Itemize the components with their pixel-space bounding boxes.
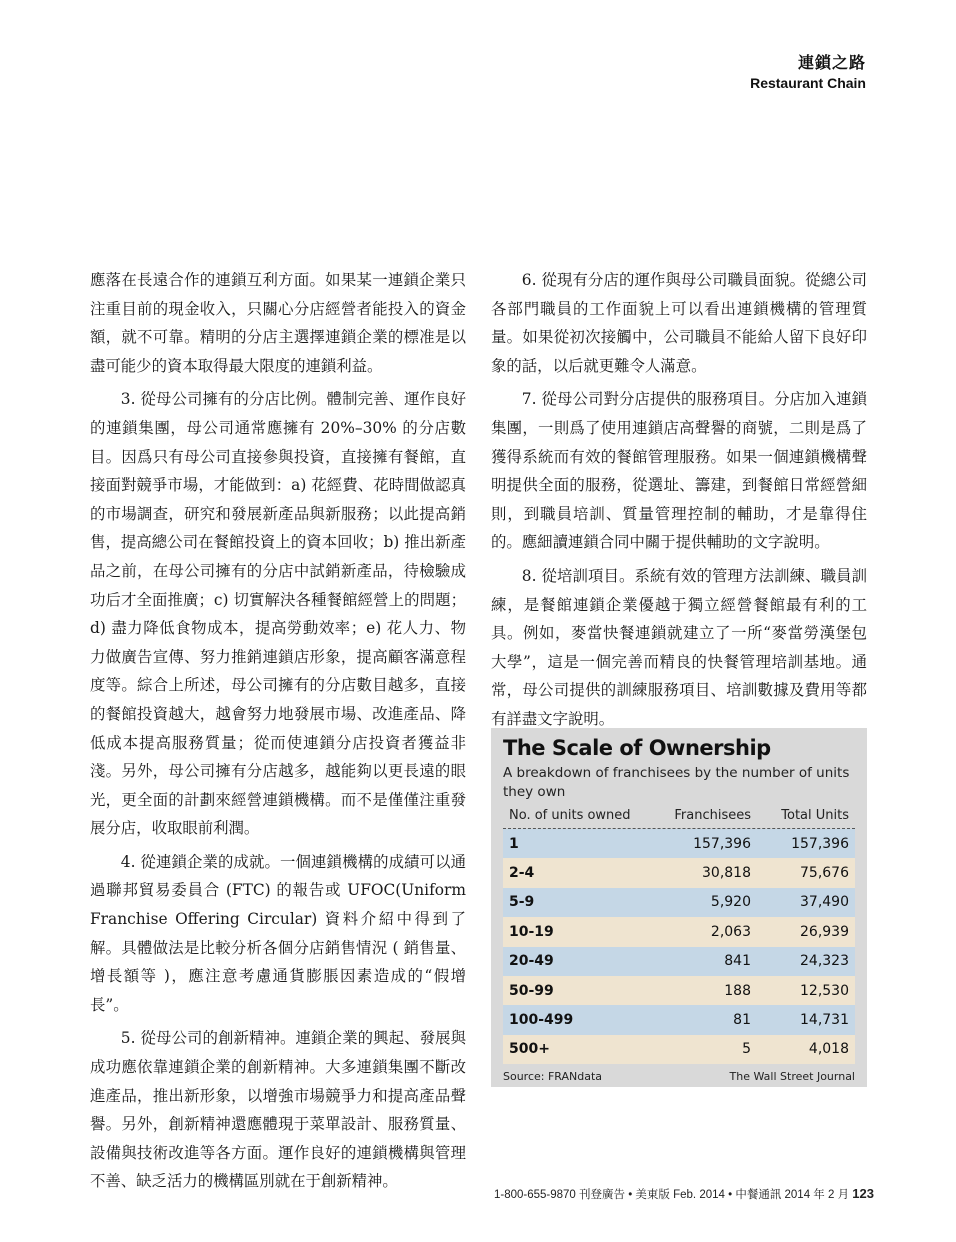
table-cell: 26,939 — [800, 923, 849, 940]
table-source: Source: FRANdata — [503, 1070, 603, 1084]
table-row — [503, 947, 855, 976]
table-row — [503, 858, 855, 887]
table-cell: 12,530 — [800, 982, 849, 999]
table-cell: 37,490 — [800, 894, 849, 911]
table-cell: 2-4 — [509, 865, 535, 882]
table-row — [503, 829, 855, 858]
paragraph: 6. 從現有分店的運作與母公司職員面貌。從總公司各部門職員的工作面貌上可以看出連鎖機構的管理質量。如果從初次接觸中，公司職員不能給人留下良好印象的話，以后就更難令人滿意。 — [491, 271, 867, 375]
column-header: Franchisees — [674, 807, 751, 823]
ownership-table-box — [491, 728, 867, 1087]
table-cell: 157,396 — [693, 835, 751, 852]
table-row — [503, 888, 855, 917]
table-cell: 14,731 — [800, 1012, 849, 1029]
table-row — [503, 917, 855, 946]
table-cell: 2,063 — [710, 923, 751, 940]
paragraph: 8. 從培訓項目。系統有效的管理方法訓練、職員訓練，是餐館連鎖企業優越于獨立經營餐館最有利的工具。例如，麥當快餐連鎖就建立了一所“麥當勞漢堡包大學”，這是一個完善而精良的快餐管理培訓基地。通常，母公司提供的訓練服務項目、培訓數據及費用等都有詳盡文字說明。 — [491, 566, 867, 728]
table-cell: 10-19 — [509, 923, 554, 940]
table-cell: 50-99 — [509, 982, 554, 999]
table-credit: The Wall Street Journal — [729, 1070, 855, 1084]
table-cell: 5-9 — [509, 894, 535, 911]
running-header — [750, 50, 866, 91]
paragraph: 7. 從母公司對分店提供的服務項目。分店加入連鎖集團，一則爲了使用連鎖店高聲譽的商號，二則是爲了獲得系統而有效的餐館管理服務。如果一個連鎖機構聲明提供全面的服務，從選址、籌建，到餐館日常經營細則，到職員培訓、質量管理控制的輔助，才是靠得住的。應細讀連鎖合同中關于提供輔助的文字說明。 — [491, 390, 867, 552]
table-cell: 30,818 — [702, 865, 751, 882]
table-cell: 4,018 — [808, 1041, 849, 1058]
table-cell: 75,676 — [800, 865, 849, 882]
column-header: No. of units owned — [509, 807, 631, 823]
paragraph: 應落在長遠合作的連鎖互利方面。如果某一連鎖企業只注重目前的現金收入，只關心分店經營者能投入的資金額，就不可靠。精明的分店主選擇連鎖企業的標准是以盡可能少的資本取得最大限度的連鎖利益。 — [90, 271, 466, 375]
table-header-row — [503, 802, 855, 829]
paragraph: 3. 從母公司擁有的分店比例。體制完善、運作良好的連鎖集團，母公司通常應擁有 20%–30% 的分店數目。因爲只有母公司直接參與投資，直接擁有餐館，直接面對競爭市場，才能做到：a) 花經費、花時間做認真的市場調查，研究和發展新產品與新服務；以此提高銷售，提高總公司在餐館投資上的資本回收；b) 推出新產品之前，在母公司擁有的分店中試銷新產品，待檢驗成功后才全面推廣；c) 切實解決各種餐館經營上的問題；d) 盡力降低食物成本，提高勞動效率；e) 花人力、物力做廣告宣傳、努力推銷連鎖店形象，提高顧客滿意程度等。綜合上所述，母公司擁有的分店數目越多，直接的餐館投資越大，越會努力地發展市場、改進產品、降低成本提高服務質量；從而使連鎖分店投資者獲益非淺。另外，母公司擁有分店越多，越能夠以更長遠的眼光，更全面的計劃來經營連鎖機構。而不是僅僅注重發展分店，收取眼前利潤。 — [90, 390, 466, 838]
right-column — [491, 266, 867, 739]
header-title-zh: 連鎖之路 — [797, 53, 866, 72]
table-cell: 20-49 — [509, 953, 554, 970]
table-cell: 81 — [733, 1012, 751, 1029]
column-header: Total Units — [781, 807, 849, 823]
paragraph: 4. 從連鎖企業的成就。一個連鎖機構的成績可以通過聯邦貿易委員合 (FTC) 的報告或 UFOC(Uniform Franchise Offering Circular) 資料介紹中得到了解。具體做法是比較分析各個分店銷售情況 ( 銷售量、增長額等 )，應注意考慮通貨膨脹因素造成的“假增長”。 — [90, 852, 466, 1014]
left-column — [90, 266, 466, 1201]
table-cell: 841 — [724, 953, 751, 970]
page-footer — [494, 1186, 874, 1202]
table-row — [503, 1035, 855, 1064]
table-subtitle: A breakdown of franchisees by the number of units they own — [503, 765, 850, 800]
footer-text: 1-800-655-9870 刊登廣告 • 美東版 Feb. 2014 • 中餐通訊 2014 年 2 月 — [493, 1189, 850, 1201]
table-row — [503, 976, 855, 1005]
table-cell: 100-499 — [509, 1012, 574, 1029]
table-cell: 500+ — [509, 1041, 550, 1058]
table-cell: 1 — [509, 835, 519, 852]
page-number: 123 — [852, 1186, 874, 1201]
table-cell: 188 — [724, 982, 751, 999]
table-cell: 5,920 — [710, 894, 751, 911]
header-title-en: Restaurant Chain — [750, 75, 866, 91]
table-cell: 5 — [742, 1041, 751, 1058]
table-row — [503, 1005, 855, 1034]
table-cell: 24,323 — [800, 953, 849, 970]
paragraph: 5. 從母公司的創新精神。連鎖企業的興起、發展與成功應依靠連鎖企業的創新精神。大多連鎖集團不斷改進產品，推出新形象，以增強市場競爭力和提高產品聲譽。另外，創新精神還應體現于菜單設計、服務質量、設備與技術改進等各方面。運作良好的連鎖機構與管理不善、缺乏活力的機構區別就在于創新精神。 — [90, 1029, 466, 1191]
table-cell: 157,396 — [791, 835, 849, 852]
table-footer — [503, 1070, 855, 1083]
table-title: The Scale of Ownership — [503, 736, 771, 760]
